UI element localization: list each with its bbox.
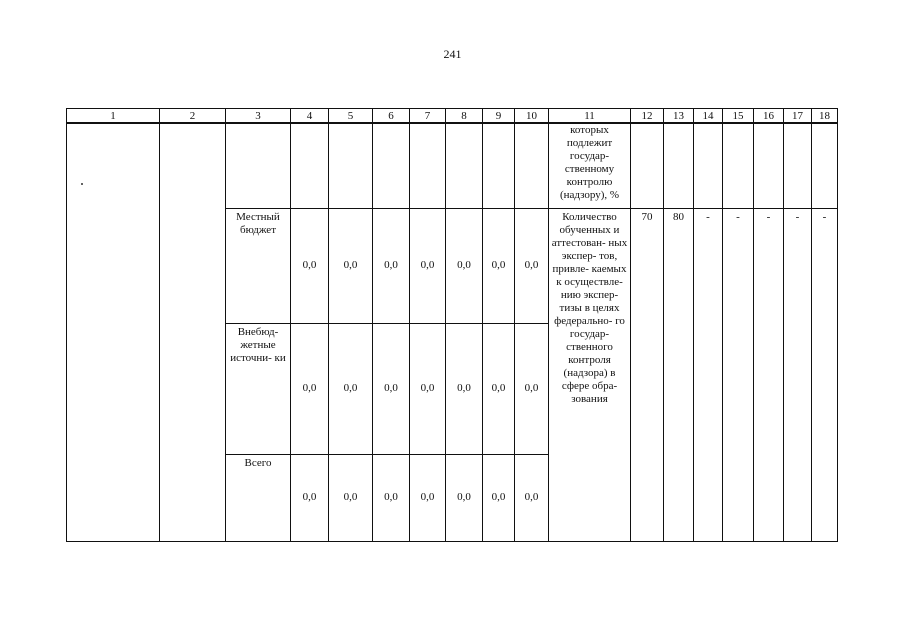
header-cell: 8 [446, 109, 483, 124]
value-cell-empty [446, 123, 483, 208]
value-cell: 0,0 [515, 454, 549, 541]
header-cell: 14 [694, 109, 723, 124]
source-cell-empty [226, 123, 291, 208]
funding-source-total [226, 454, 291, 541]
header-cell: 3 [226, 109, 291, 124]
budget-table [66, 108, 838, 542]
header-cell: 6 [373, 109, 410, 124]
target-value-17: - [795, 210, 800, 223]
funding-source-label: Местный бюджет [236, 210, 280, 236]
target-cell [723, 208, 754, 541]
funding-source-extra [226, 323, 291, 454]
target-value-14: - [706, 210, 710, 223]
value-cell-empty [410, 123, 446, 208]
target-cell [631, 208, 664, 541]
header-cell: 15 [723, 109, 754, 124]
page-number: 241 [443, 47, 462, 61]
header-cell: 4 [291, 109, 329, 124]
value-cell: 0,0 [515, 323, 549, 454]
col1-cell [67, 123, 160, 541]
value-cell: 0,0 [410, 208, 446, 323]
value-cell: 0,0 [373, 323, 410, 454]
target-cell-empty [694, 123, 723, 208]
indicator-text: Количество обученных и аттестован- ных экспер- тов, привле- каемых к осуществле- нию экспер- тизы в целях федерально- го государ- ственного контроля (надзора) в сфере обра- зования [551, 210, 628, 405]
header-cell: 1 [67, 109, 160, 124]
target-cell [754, 208, 784, 541]
value-cell-empty [483, 123, 515, 208]
value-cell: 0,0 [446, 454, 483, 541]
value-cell: 0,0 [329, 208, 373, 323]
target-value-15: - [736, 210, 740, 223]
indicator-cell [549, 208, 631, 541]
header-cell: 7 [410, 109, 446, 124]
value-cell: 0,0 [515, 208, 549, 323]
value-cell: 0,0 [373, 454, 410, 541]
header-row [67, 109, 838, 124]
value-cell-empty [373, 123, 410, 208]
value-cell: 0,0 [329, 323, 373, 454]
target-cell [784, 208, 812, 541]
target-cell [812, 208, 838, 541]
value-cell: 0,0 [291, 454, 329, 541]
header-cell: 5 [329, 109, 373, 124]
target-cell [694, 208, 723, 541]
value-cell-empty [515, 123, 549, 208]
value-cell: 0,0 [446, 323, 483, 454]
indicator-continuation: которых подлежит государ- ственному контролю (надзору), % [549, 123, 631, 208]
value-cell: 0,0 [410, 454, 446, 541]
target-value-16: - [766, 210, 771, 223]
table-row-continuation [67, 123, 838, 208]
funding-source-label: Всего [244, 456, 272, 469]
header-cell: 16 [754, 109, 784, 124]
header-cell: 13 [664, 109, 694, 124]
header-cell: 9 [483, 109, 515, 124]
value-cell: 0,0 [483, 323, 515, 454]
header-cell: 18 [812, 109, 838, 124]
value-cell: 0,0 [446, 208, 483, 323]
target-value-18: - [822, 210, 827, 223]
target-value-12: 70 [641, 210, 653, 223]
target-cell-empty [784, 123, 812, 208]
target-cell-empty [812, 123, 838, 208]
target-cell-empty [631, 123, 664, 208]
value-cell: 0,0 [483, 208, 515, 323]
funding-source-label: Внебюд- жетные источни- ки [230, 325, 286, 364]
target-cell-empty [723, 123, 754, 208]
funding-source-local [226, 208, 291, 323]
value-cell: 0,0 [483, 454, 515, 541]
header-cell: 12 [631, 109, 664, 124]
col2-cell [160, 123, 226, 541]
target-cell [664, 208, 694, 541]
target-cell-empty [664, 123, 694, 208]
value-cell: 0,0 [329, 454, 373, 541]
header-cell: 2 [160, 109, 226, 124]
header-cell: 10 [515, 109, 549, 124]
value-cell: 0,0 [410, 323, 446, 454]
target-value-13: 80 [673, 210, 684, 223]
value-cell: 0,0 [291, 208, 329, 323]
header-cell: 17 [784, 109, 812, 124]
header-cell: 11 [549, 109, 631, 124]
target-cell-empty [754, 123, 784, 208]
value-cell-empty [329, 123, 373, 208]
value-cell: 0,0 [373, 208, 410, 323]
value-cell-empty [291, 123, 329, 208]
value-cell: 0,0 [291, 323, 329, 454]
